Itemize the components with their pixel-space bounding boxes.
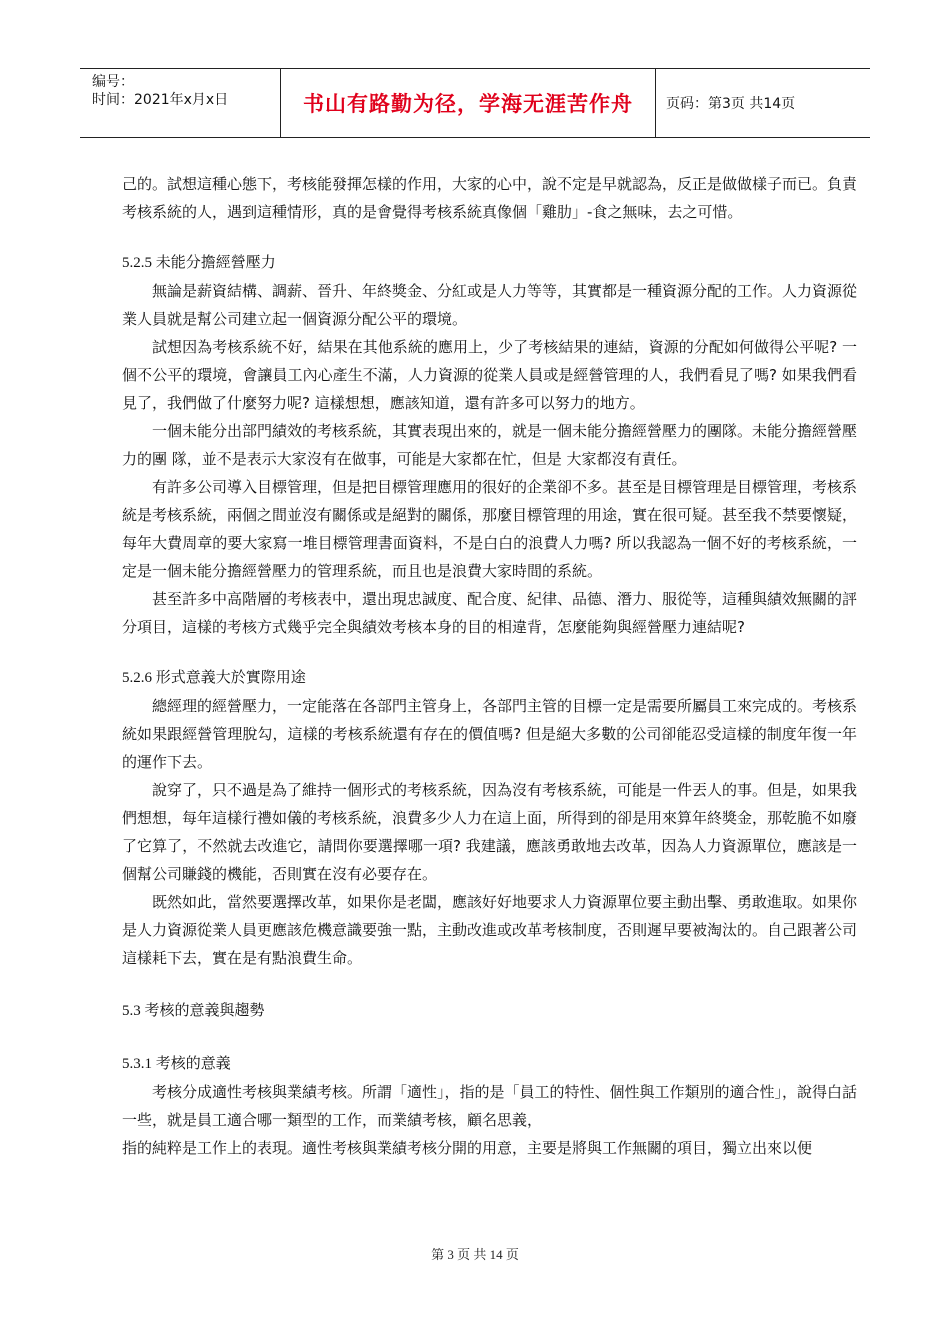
page-footer: 第 3 页 共 14 页 [431,1247,519,1262]
header-meta-cell [80,69,281,137]
body-paragraph: 指的純粹是工作上的表現。適性考核與業績考核分開的用意，主要是將與工作無關的項目，獨立出來以便 [122,1139,813,1157]
body-paragraph: 有許多公司導入目標管理，但是把目標管理應用的很好的企業卻不多。甚至是目標管理是目標管理，考核系統是考核系統，兩個之間並沒有關係或是絕對的關係，那麼目標管理的用途，實在很可疑。甚至我不禁要懷疑，每年大費周章的要大家寫一堆目標管理書面資料，不是白白的浪費人力嗎? 所以我認為一個不好的考核系統，一定是一個未能分擔經營壓力的管理系統，而且也是浪費大家時間的系統。 [122,478,858,580]
document-date-label: 时间：2021年x月x日 [92,92,229,108]
document-body [122,170,857,1162]
body-paragraph: 一個未能分出部門績效的考核系統，其實表現出來的，就是一個未能分擔經營壓力的團隊。未能分擔經營壓力的團 隊，並不是表示大家沒有在做事，可能是大家都在忙，但是 大家都沒有責任。 [122,422,858,468]
header-page-info: 页码：第3页 共14页 [666,96,796,112]
header-motto-cell [281,69,656,137]
body-paragraph: 總經理的經營壓力，一定能落在各部門主管身上，各部門主管的目標一定是需要所屬員工來完成的。考核系統如果跟經營管理脫勾，這樣的考核系統還有存在的價值嗎? 但是絕大多數的公司卻能忍受這樣的制度年復一年的運作下去。 [122,697,858,771]
body-paragraph: 無論是薪資結構、調薪、晉升、年終獎金、分紅或是人力等等，其實都是一種資源分配的工作。人力資源從業人員就是幫公司建立起一個資源分配公平的環境。 [122,282,858,328]
section-title: 考核的意義與趨勢 [144,1001,265,1019]
header-motto: 书山有路勤为径，学海无涯苦作舟 [303,92,633,116]
section-number: 5.2.6 [122,670,152,686]
body-paragraph: 試想因為考核系統不好，結果在其他系統的應用上，少了考核結果的連結，資源的分配如何做得公平呢? 一個不公平的環境，會讓員工內心產生不滿，人力資源的從業人員或是經營管理的人，我們看見了嗎? 如果我們看見了，我們做了什麼努力呢? 這樣想想，應該知道，還有許多可以努力的地方。 [122,338,857,412]
document-number-label: 编号： [92,74,134,90]
body-paragraph: 說穿了，只不過是為了維持一個形式的考核系統，因為沒有考核系統，可能是一件丟人的事。但是，如果我們想想，每年這樣行禮如儀的考核系統，浪費多少人力在這上面，所得到的卻是用來算年終獎金，那乾脆不如廢了它算了，不然就去改進它，請問你要選擇哪一項? 我建議，應該勇敢地去改革，因為人力資源單位，應該是一個幫公司賺錢的機能，否則實在沒有必要存在。 [122,781,858,883]
body-paragraph: 己的。試想這種心態下，考核能發揮怎樣的作用，大家的心中，說不定是早就認為，反正是做做樣子而已。負責考核系統的人，遇到這種情形，真的是會覺得考核系統真像個「雞肋」-食之無味，去之可惜。 [122,175,858,221]
body-paragraph: 考核分成適性考核與業績考核。所謂「適性」，指的是「員工的特性、個性與工作類別的適合性」，說得白話一些，就是員工適合哪一類型的工作，而業績考核，顧名思義， [122,1083,858,1129]
section-title: 未能分擔經營壓力 [155,253,276,271]
section-number: 5.3.1 [122,1056,152,1072]
document-header [80,68,870,138]
body-paragraph: 既然如此，當然要選擇改革，如果你是老闆，應該好好地要求人力資源單位要主動出擊、勇敢進取。如果你是人力資源從業人員更應該危機意識要強一點，主動改進或改革考核制度，否則遲早要被淘汰的。自己跟著公司這樣耗下去，實在是有點浪費生命。 [122,893,858,967]
section-heading [122,1049,857,1078]
section-number: 5.3 [122,1003,141,1019]
section-heading [122,663,857,692]
section-title: 形式意義大於實際用途 [155,668,306,686]
section-heading [122,996,857,1025]
section-number: 5.2.5 [122,255,152,271]
section-heading [122,248,857,277]
header-page-cell [656,69,870,137]
body-paragraph: 甚至許多中高階層的考核表中，還出現忠誠度、配合度、紀律、品德、潛力、服從等，這種與績效無關的評分項目，這樣的考核方式幾乎完全與績效考核本身的目的相違背，怎麼能夠與經營壓力連結呢? [122,590,858,636]
section-title: 考核的意義 [155,1054,231,1072]
